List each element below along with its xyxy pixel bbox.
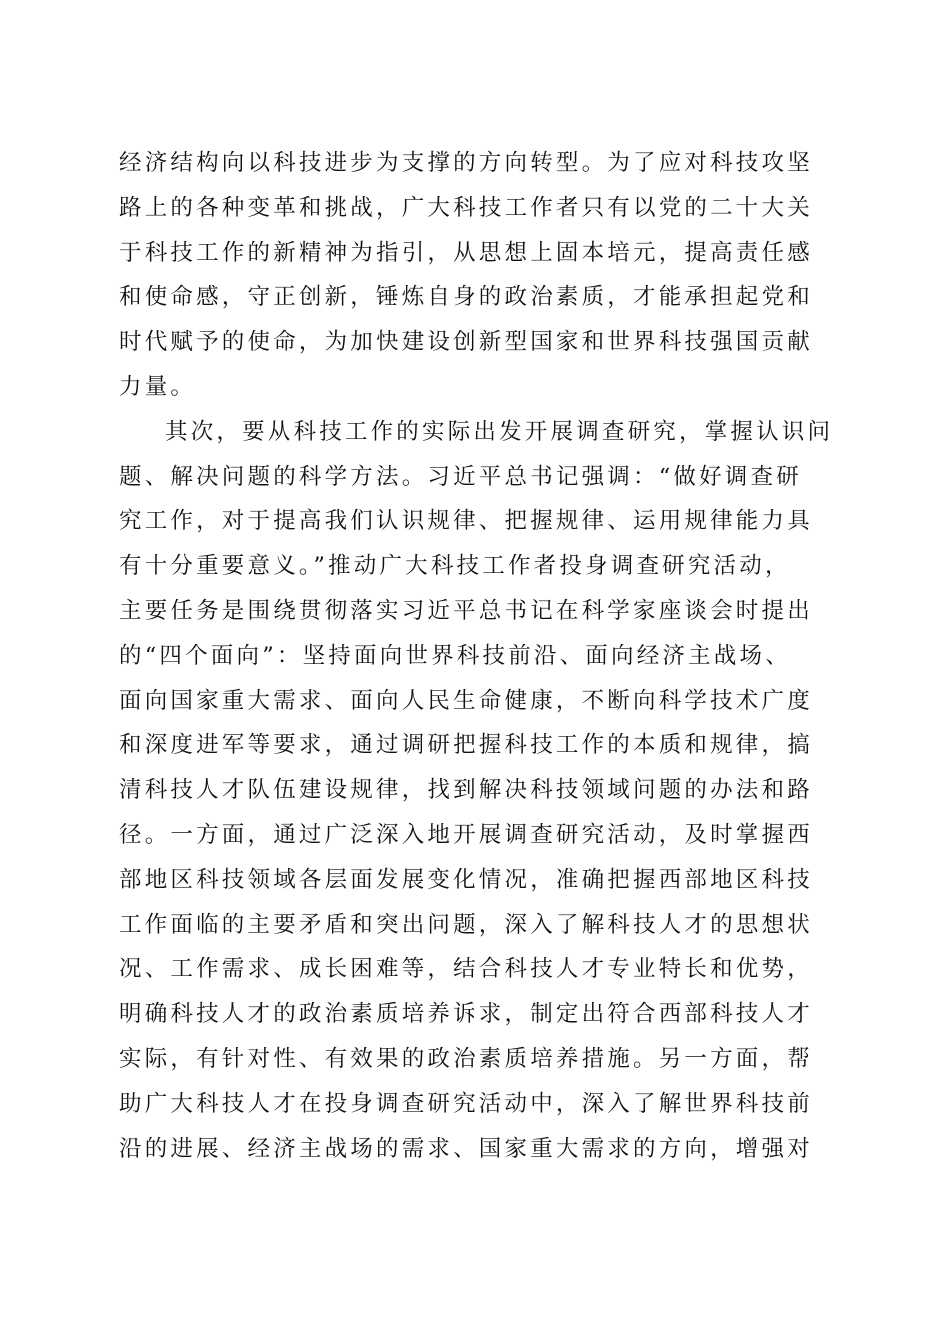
text-line: 部地区科技领域各层面发展变化情况，准确把握西部地区科技 <box>119 866 813 893</box>
text-line: 主要任务是围绕贯彻落实习近平总书记在科学家座谈会时提出 <box>119 597 813 624</box>
text-line: 径。一方面，通过广泛深入地开展调查研究活动，及时掌握西 <box>119 821 813 848</box>
text-line: 工作面临的主要矛盾和突出问题，深入了解科技人才的思想状 <box>119 911 813 938</box>
text-line: 时代赋予的使命，为加快建设创新型国家和世界科技强国贡献 <box>119 329 813 356</box>
text-line: 实际，有针对性、有效果的政治素质培养措施。另一方面，帮 <box>119 1045 813 1072</box>
text-line: 于科技工作的新精神为指引，从思想上固本培元，提高责任感 <box>119 239 813 266</box>
text-line: 力量。 <box>119 373 197 400</box>
text-line: 沿的进展、经济主战场的需求、国家重大需求的方向，增强对 <box>119 1135 813 1162</box>
text-line: 究工作，对于提高我们认识规律、把握规律、运用规律能力具 <box>119 508 813 535</box>
text-line: 的“四个面向”：坚持面向世界科技前沿、面向经济主战场、 <box>119 642 791 669</box>
text-line: 路上的各种变革和挑战，广大科技工作者只有以党的二十大关 <box>119 194 813 221</box>
text-line: 和使命感，守正创新，锤炼自身的政治素质，才能承担起党和 <box>119 284 813 311</box>
text-line: 清科技人才队伍建设规律，找到解决科技领域问题的办法和路 <box>119 777 813 804</box>
text-line: 面向国家重大需求、面向人民生命健康，不断向科学技术广度 <box>119 687 813 714</box>
text-line: 和深度进军等要求，通过调研把握科技工作的本质和规律，搞 <box>119 732 813 759</box>
text-line: 经济结构向以科技进步为支撑的方向转型。为了应对科技攻坚 <box>119 150 813 176</box>
text-line: 题、解决问题的科学方法。习近平总书记强调：“做好调查研 <box>119 463 802 490</box>
body-text <box>119 141 834 1171</box>
text-line: 助广大科技人才在投身调查研究活动中，深入了解世界科技前 <box>119 1090 813 1117</box>
text-line: 况、工作需求、成长困难等，结合科技人才专业特长和优势， <box>119 956 813 983</box>
paragraph-first-line: 其次，要从科技工作的实际出发开展调查研究，掌握认识问 <box>165 418 834 445</box>
text-line: 明确科技人才的政治素质培养诉求，制定出符合西部科技人才 <box>119 1001 813 1028</box>
text-line: 有十分重要意义。”推动广大科技工作者投身调查研究活动， <box>119 553 791 580</box>
